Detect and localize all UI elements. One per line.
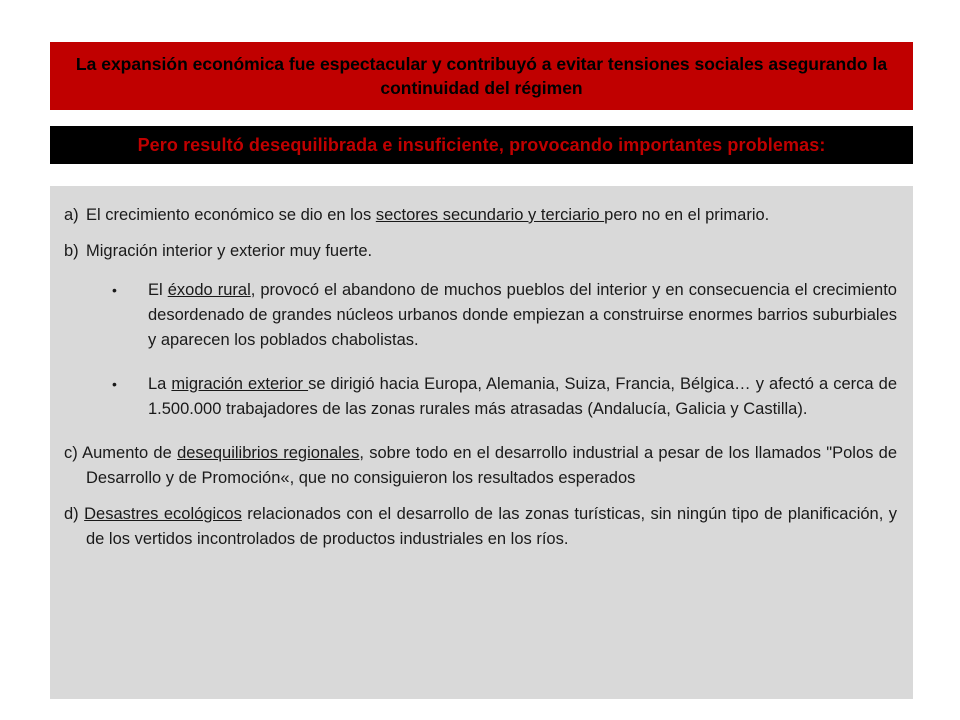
slide-title: La expansión económica fue espectacular y contribuyó a evitar tensiones sociales asegurando la continuidad del régimen [75,54,888,98]
bullet-2-text-end: se dirigió hacia Europa, Alemania, Suiza, Francia, Bélgica… y afectó a cerca de 1.500.000 trabajadores de las zonas rurales más atrasadas (Andalucía, Galicia y Castilla). [148,375,897,418]
list-marker-a: a) [64,206,79,224]
bullet-1-text-end: , provocó el abandono de muchos pueblos del interior y en consecuencia el crecimiento desordenado de grandes núcleos urbanos donde empiezan a construirse enormes barrios suburbiales y aparecen los poblados chabolistas. [148,281,897,349]
item-c-text-start: c) Aumento de [64,444,178,462]
item-a-text-start: El crecimiento económico se dio en los [86,206,376,224]
title-banner [50,42,913,110]
content-panel [50,186,913,699]
item-d-text-start: d) [64,505,85,523]
bullet-item-1-text [148,278,897,353]
list-item-b [64,239,897,264]
bullet-item-2-text [148,372,897,422]
bullet-1-underlined: éxodo rural [167,281,251,299]
list-item-d [64,502,897,552]
bullet-item-rural-exodus [64,278,897,353]
bullet-item-foreign-migration [64,372,897,422]
bullet-1-text-start: El [148,281,168,299]
item-c-underlined: desequilibrios regionales [177,444,360,462]
bullet-2-text-start: La [148,375,172,393]
slide-subtitle: Pero resultó desequilibrada e insuficiente, provocando importantes problemas: [137,134,826,155]
subtitle-banner [50,126,913,164]
list-marker-b: b) [64,242,79,260]
list-item-a [64,203,897,228]
bullet-2-underlined: migración exterior [171,375,309,393]
list-item-b-text: Migración interior y exterior muy fuerte. [86,242,373,260]
list-item-c [64,441,897,491]
item-d-text-end: relacionados con el desarrollo de las zonas turísticas, sin ningún tipo de planificación, y de los vertidos incontrolados de productos industriales en los ríos. [86,505,898,548]
item-a-underlined: sectores secundario y terciario [375,206,605,224]
item-d-underlined: Desastres ecológicos [84,505,242,523]
bullet-icon: • [112,282,117,298]
list-item-a-text [86,203,897,228]
item-a-text-end: pero no en el primario. [604,206,770,224]
item-c-text-end: , sobre todo en el desarrollo industrial a pesar de los llamados "Polos de Desarrollo y de Promoción«, que no consiguieron los resultados esperados [86,444,897,487]
bullet-icon: • [112,376,117,392]
